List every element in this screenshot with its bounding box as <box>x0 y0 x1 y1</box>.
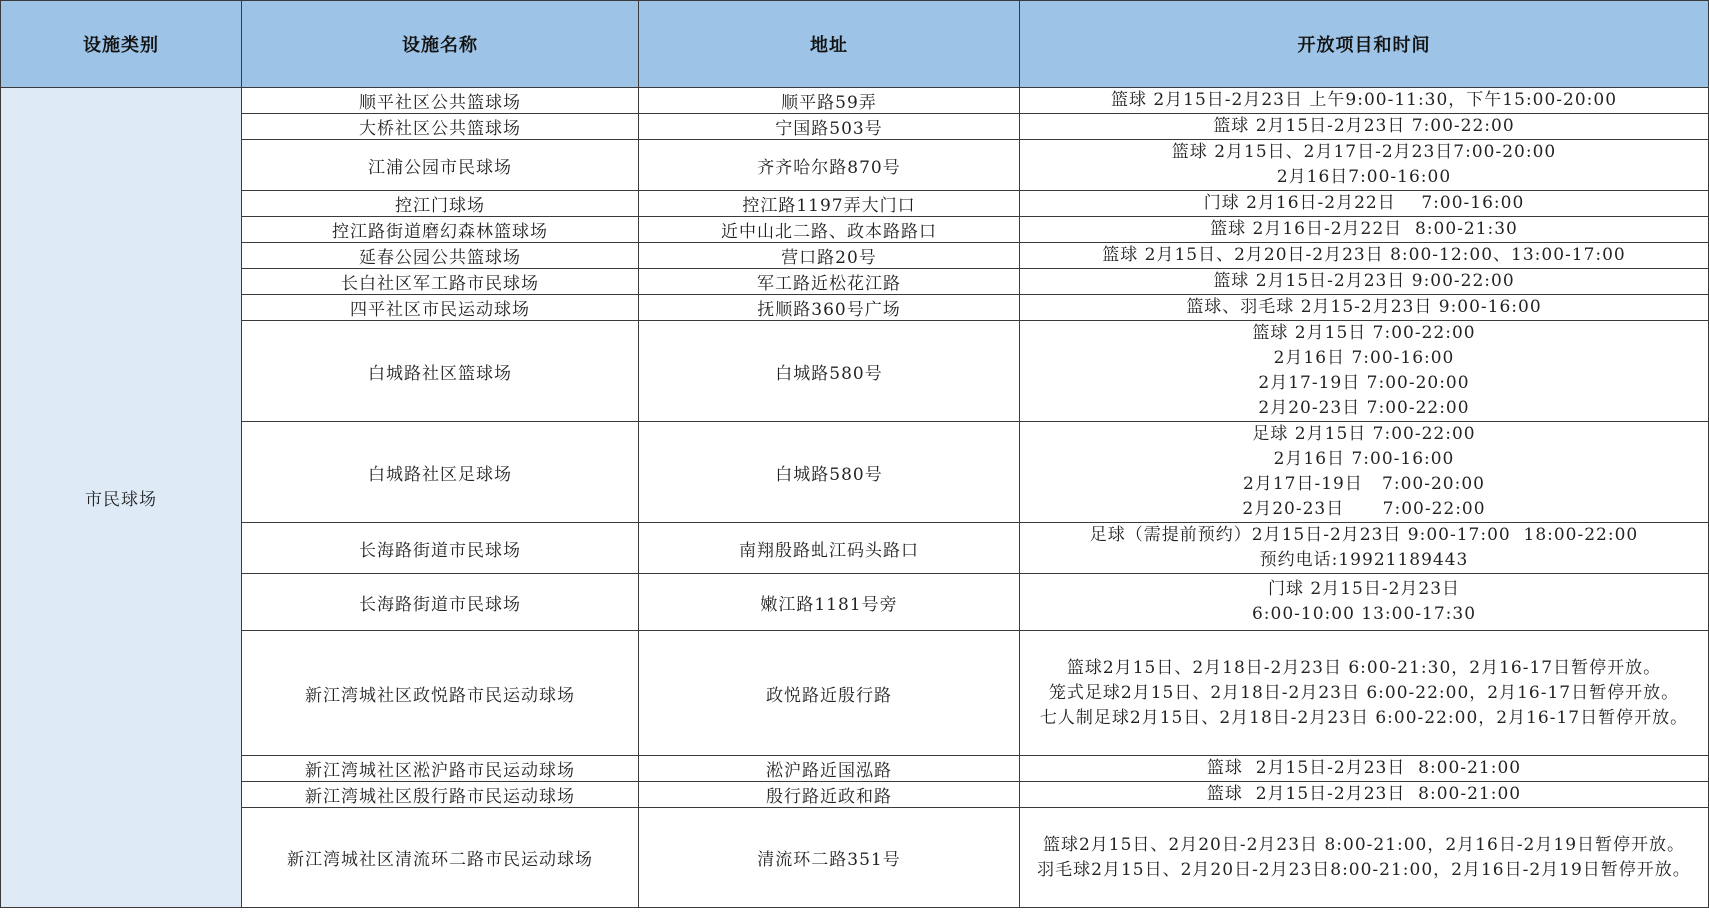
schedule-cell <box>1020 114 1709 140</box>
schedule-cell <box>1020 243 1709 269</box>
address-cell: 近中山北二路、政本路路口 <box>639 217 1020 243</box>
schedule-cell <box>1020 523 1709 574</box>
schedule-line: 篮球2月15日、2月18日-2月23日 6:00-21:30，2月16-17日暂停开放。 <box>1066 657 1662 678</box>
schedule-line: 门球 2月16日-2月22日 7:00-16:00 <box>1203 193 1525 213</box>
table-row <box>1 114 1709 140</box>
table-row <box>1 808 1709 908</box>
table-row <box>1 217 1709 243</box>
address-cell: 清流环二路351号 <box>639 808 1020 908</box>
table-row <box>1 631 1709 756</box>
address-cell: 淞沪路近国泓路 <box>639 756 1020 782</box>
facility-name-cell: 新江湾城社区殷行路市民运动球场 <box>242 782 639 808</box>
address-cell: 齐齐哈尔路870号 <box>639 140 1020 191</box>
schedule-cell <box>1020 574 1709 631</box>
schedule-line: 预约电话:19921189443 <box>1259 550 1469 570</box>
schedule-line: 篮球 2月15日、2月20日-2月23日 8:00-12:00、13:00-17:00 <box>1102 245 1626 265</box>
address-cell: 抚顺路360号广场 <box>639 295 1020 321</box>
schedule-line: 足球（需提前预约）2月15日-2月23日 9:00-17:00 18:00-22:00 <box>1089 525 1639 545</box>
schedule-cell <box>1020 217 1709 243</box>
table-row <box>1 422 1709 523</box>
address-cell: 控江路1197弄大门口 <box>639 191 1020 217</box>
address-cell: 军工路近松花江路 <box>639 269 1020 295</box>
table-row <box>1 269 1709 295</box>
table-row <box>1 756 1709 782</box>
schedule-cell <box>1020 269 1709 295</box>
address-cell: 白城路580号 <box>639 321 1020 422</box>
schedule-line: 2月16日 7:00-16:00 <box>1273 449 1455 469</box>
schedule-line: 篮球 2月15日-2月23日 9:00-22:00 <box>1213 271 1515 291</box>
schedule-cell <box>1020 140 1709 191</box>
table-row <box>1 191 1709 217</box>
facility-name-cell: 白城路社区足球场 <box>242 422 639 523</box>
schedule-line: 篮球 2月15日-2月23日 上午9:00-11:30，下午15:00-20:00 <box>1110 90 1618 110</box>
table-row <box>1 321 1709 422</box>
header-schedule: 开放项目和时间 <box>1020 1 1709 88</box>
table-row <box>1 523 1709 574</box>
header-facility-name: 设施名称 <box>242 1 639 88</box>
schedule-line: 足球 2月15日 7:00-22:00 <box>1252 424 1476 444</box>
schedule-line: 6:00-10:00 13:00-17:30 <box>1251 604 1477 624</box>
schedule-cell <box>1020 422 1709 523</box>
schedule-cell <box>1020 191 1709 217</box>
category-cell: 市民球场 <box>1 88 242 908</box>
table-row <box>1 295 1709 321</box>
table-row <box>1 574 1709 631</box>
facility-name-cell: 控江路街道磨幻森林篮球场 <box>242 217 639 243</box>
facility-name-cell: 长白社区军工路市民球场 <box>242 269 639 295</box>
schedule-line: 篮球 2月15日、2月17日-2月23日7:00-20:00 <box>1171 142 1557 162</box>
schedule-line: 篮球 2月15日-2月23日 7:00-22:00 <box>1213 116 1515 136</box>
schedule-line: 2月16日 7:00-16:00 <box>1273 348 1455 368</box>
schedule-line: 2月20-23日 7:00-22:00 <box>1242 499 1486 519</box>
address-cell: 营口路20号 <box>639 243 1020 269</box>
schedule-cell <box>1020 631 1709 756</box>
address-cell: 白城路580号 <box>639 422 1020 523</box>
schedule-line: 篮球 2月15日 7:00-22:00 <box>1252 323 1476 343</box>
schedule-line: 2月17-19日 7:00-20:00 <box>1258 373 1470 393</box>
facility-name-cell: 江浦公园市民球场 <box>242 140 639 191</box>
table-row <box>1 782 1709 808</box>
facility-name-cell: 长海路街道市民球场 <box>242 523 639 574</box>
schedule-cell <box>1020 782 1709 808</box>
facility-name-cell: 新江湾城社区淞沪路市民运动球场 <box>242 756 639 782</box>
header-row <box>1 1 1709 88</box>
schedule-line: 篮球 2月15日-2月23日 8:00-21:00 <box>1206 784 1522 804</box>
facility-name-cell: 延春公园公共篮球场 <box>242 243 639 269</box>
table-row <box>1 88 1709 114</box>
schedule-line: 门球 2月15日-2月23日 <box>1267 579 1461 599</box>
schedule-line: 篮球2月15日、2月20日-2月23日 8:00-21:00，2月16日-2月19日暂停开放。 <box>1042 834 1686 855</box>
schedule-cell <box>1020 88 1709 114</box>
schedule-line: 2月20-23日 7:00-22:00 <box>1258 398 1470 418</box>
schedule-line: 2月16日7:00-16:00 <box>1276 167 1452 187</box>
table-row <box>1 243 1709 269</box>
schedule-cell <box>1020 808 1709 908</box>
schedule-line: 篮球 2月16日-2月22日 8:00-21:30 <box>1210 219 1518 239</box>
address-cell: 嫩江路1181号旁 <box>639 574 1020 631</box>
facility-name-cell: 大桥社区公共篮球场 <box>242 114 639 140</box>
address-cell: 宁国路503号 <box>639 114 1020 140</box>
facility-name-cell: 控江门球场 <box>242 191 639 217</box>
schedule-line: 羽毛球2月15日、2月20日-2月23日8:00-21:00，2月16日-2月19日暂停开放。 <box>1037 859 1691 880</box>
schedule-cell <box>1020 756 1709 782</box>
schedule-line: 2月17日-19日 7:00-20:00 <box>1243 474 1485 494</box>
table-row <box>1 140 1709 191</box>
facility-name-cell: 新江湾城社区清流环二路市民运动球场 <box>242 808 639 908</box>
address-cell: 政悦路近殷行路 <box>639 631 1020 756</box>
address-cell: 顺平路59弄 <box>639 88 1020 114</box>
header-address: 地址 <box>639 1 1020 88</box>
schedule-line: 笼式足球2月15日、2月18日-2月23日 6:00-22:00，2月16-17日暂停开放。 <box>1048 682 1680 703</box>
facility-name-cell: 顺平社区公共篮球场 <box>242 88 639 114</box>
facility-name-cell: 长海路街道市民球场 <box>242 574 639 631</box>
address-cell: 南翔殷路虬江码头路口 <box>639 523 1020 574</box>
header-category: 设施类别 <box>1 1 242 88</box>
schedule-cell <box>1020 321 1709 422</box>
schedule-line: 七人制足球2月15日、2月18日-2月23日 6:00-22:00，2月16-17日暂停开放。 <box>1039 707 1689 728</box>
schedule-line: 篮球 2月15日-2月23日 8:00-21:00 <box>1206 758 1522 778</box>
schedule-line: 篮球、羽毛球 2月15-2月23日 9:00-16:00 <box>1186 297 1542 317</box>
facility-name-cell: 白城路社区篮球场 <box>242 321 639 422</box>
facility-name-cell: 四平社区市民运动球场 <box>242 295 639 321</box>
table-body <box>1 88 1709 908</box>
facility-name-cell: 新江湾城社区政悦路市民运动球场 <box>242 631 639 756</box>
schedule-cell <box>1020 295 1709 321</box>
address-cell: 殷行路近政和路 <box>639 782 1020 808</box>
